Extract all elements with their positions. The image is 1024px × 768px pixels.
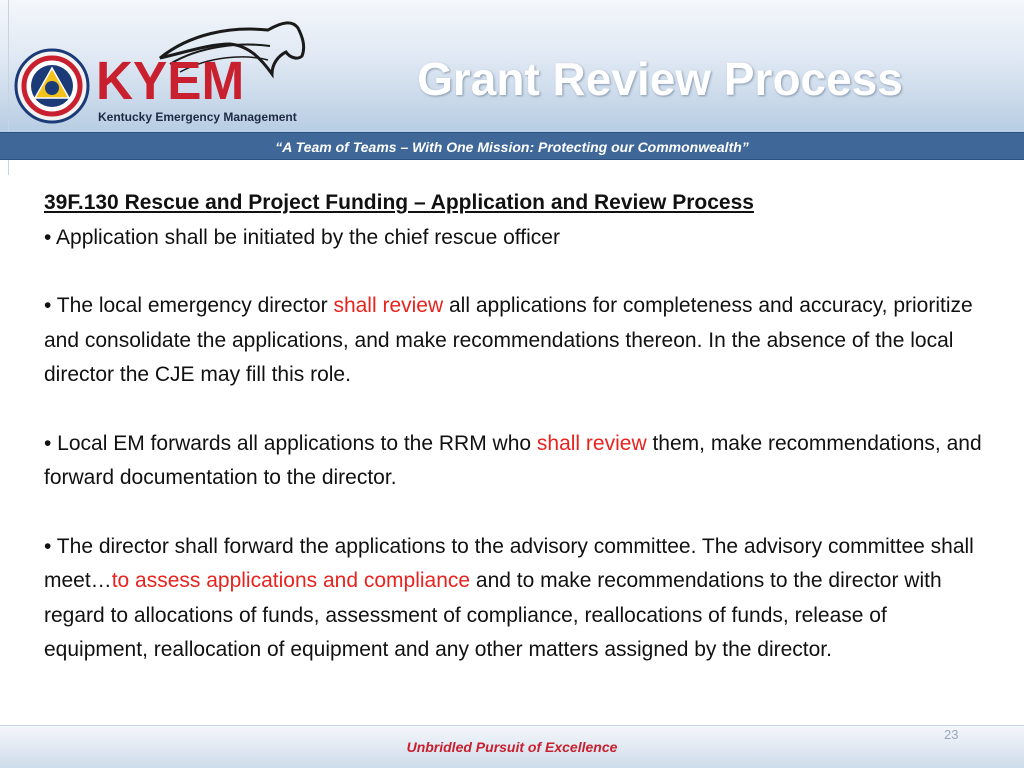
spacer: [44, 393, 994, 427]
slide-title: Grant Review Process: [417, 53, 903, 105]
slide-body: [44, 186, 994, 668]
logo-subtitle: Kentucky Emergency Management: [98, 110, 297, 124]
bullet-text: • The director shall forward the applications to the advisory committee. The advisory committee shall meet…: [44, 534, 974, 592]
page-number: 23: [944, 727, 959, 742]
spacer: [44, 496, 994, 530]
spacer: [44, 255, 994, 289]
logo-wordmark: KYEM: [96, 51, 245, 111]
tagline-bar: [0, 132, 1024, 160]
bullet-text: and to make recommendations to the director with regard to allocations of funds, assessment of compliance, reallocations of funds, release of equipment, reallocation of equipment and any other matters assigned by the director.: [44, 569, 942, 661]
bullet-initiation: • Application shall be initiated by the chief rescue officer: [44, 225, 560, 249]
bullet-text: • The local emergency director: [44, 294, 334, 317]
body-heading: 39F.130 Rescue and Project Funding – Application and Review Process: [44, 191, 754, 214]
highlight-assess: to assess applications and compliance: [111, 569, 471, 592]
tagline-text: “A Team of Teams – With One Mission: Protecting our Commonwealth”: [275, 139, 749, 155]
highlight-shall-review: shall review: [536, 431, 647, 455]
highlight-shall-review: shall review: [333, 294, 444, 317]
bullet-local-director: [44, 289, 994, 393]
commonwealth-seal-icon: [14, 48, 90, 124]
footer-motto: Unbridled Pursuit of Excellence: [406, 739, 618, 755]
bullet-text: • Local EM forwards all applications to the RRM who: [44, 431, 537, 455]
bullet-text: them, make recommendations, and forward documentation to the director.: [44, 431, 982, 489]
bullet-local-em: [44, 427, 994, 496]
bullet-advisory-committee: [44, 530, 994, 668]
bullet-text: all applications for completeness and accuracy, prioritize and consolidate the applications, and make recommendations thereon. In the absence of the local director the CJE may fill this role.: [44, 294, 973, 386]
